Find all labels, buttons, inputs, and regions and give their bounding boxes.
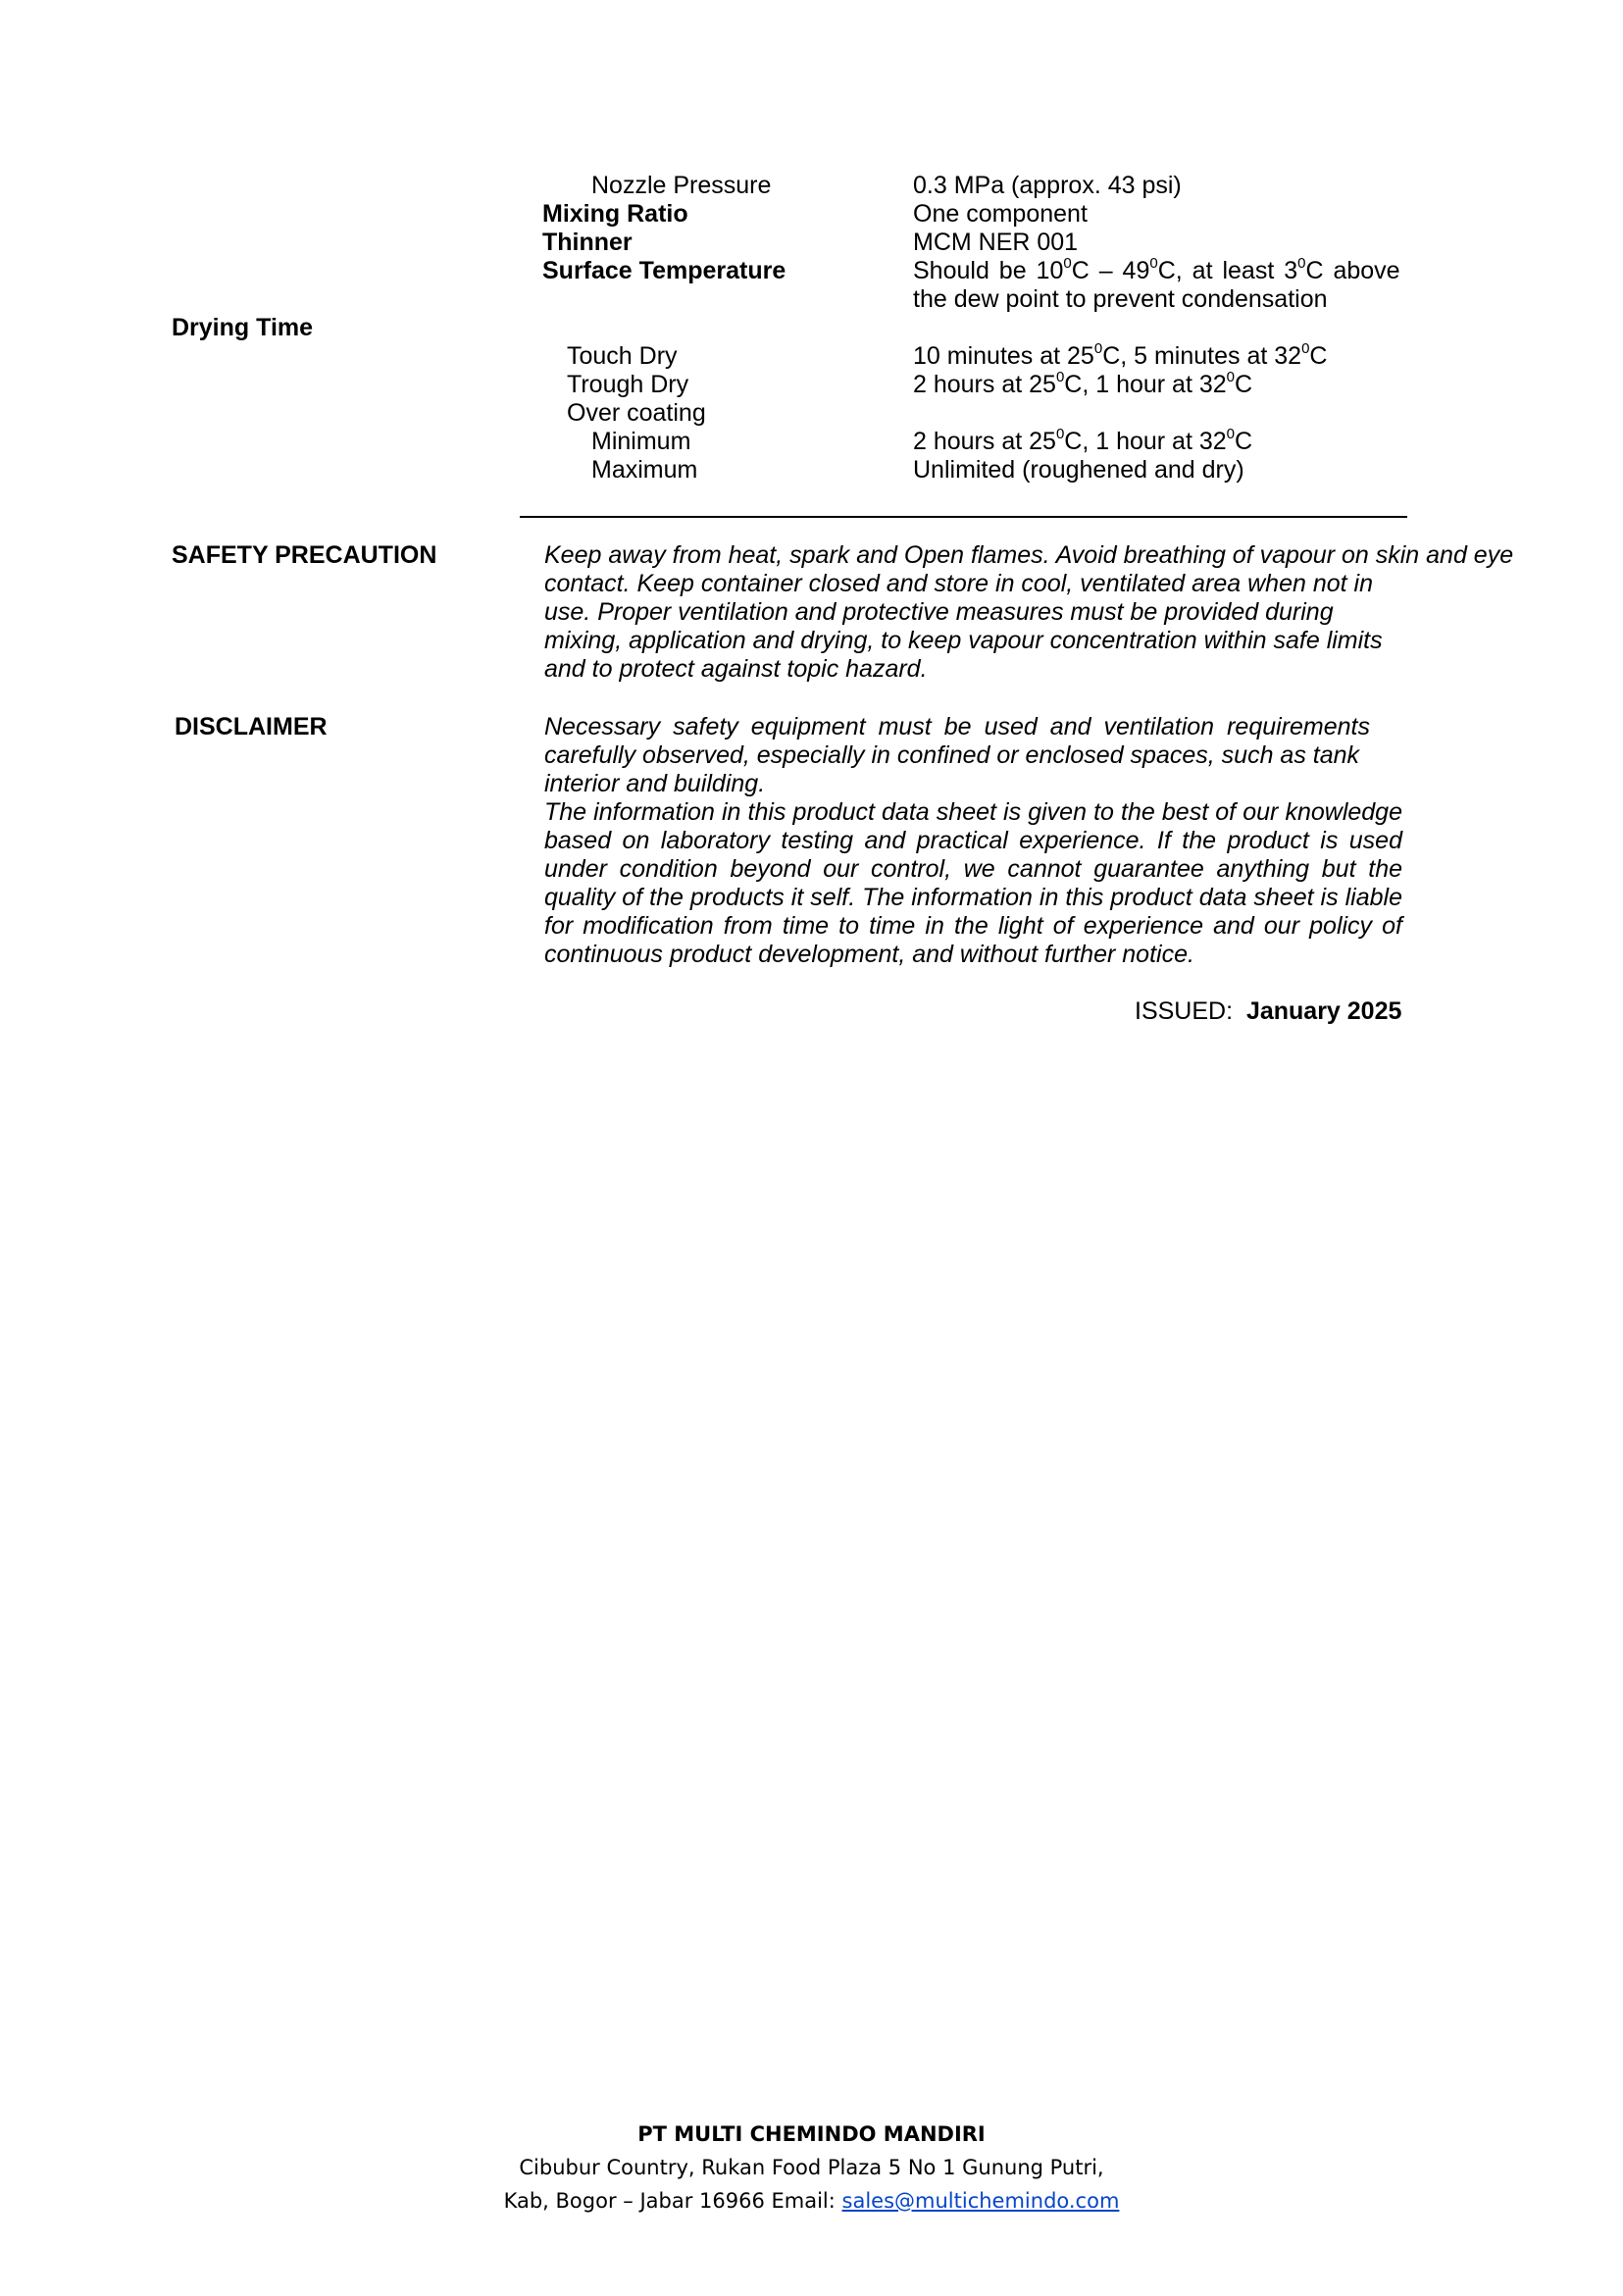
issued-date: January 2025: [1245, 997, 1402, 1025]
over-coating-minimum-label: Minimum: [591, 428, 691, 455]
disclaimer-line: continuous product development, and without further notice.: [544, 941, 1194, 968]
disclaimer-line: based on laboratory testing and practical experience. If the product is used: [544, 827, 1402, 854]
disclaimer-line: for modification from time to time in the light of experience and our policy of: [544, 912, 1402, 940]
issued-line: [1135, 997, 1401, 1026]
safety-precaution-text: [544, 541, 1514, 684]
safety-precaution-heading: SAFETY PRECAUTION: [172, 541, 437, 569]
safety-line: use. Proper ventilation and protective measures must be provided during: [544, 598, 1334, 626]
mixing-ratio-value: One component: [913, 200, 1088, 228]
nozzle-pressure-value: 0.3 MPa (approx. 43 psi): [913, 172, 1182, 199]
disclaimer-line: The information in this product data sheet is given to the best of our knowledge: [544, 798, 1402, 826]
over-coating-minimum-value: 2 hours at $25^0C$, 1 hour at $32^0C$: [913, 425, 1253, 455]
over-coating-maximum-value: Unlimited (roughened and dry): [913, 456, 1244, 484]
safety-line: and to protect against topic hazard.: [544, 655, 928, 683]
safety-line: contact. Keep container closed and store in cool, ventilated area when not in: [544, 570, 1373, 597]
drying-time-heading: Drying Time: [172, 314, 314, 341]
trough-dry-value: 2 hours at $25^0C$, 1 hour at $32^0C$: [913, 368, 1253, 398]
mixing-ratio-label: Mixing Ratio: [542, 200, 688, 228]
touch-dry-label: Touch Dry: [567, 342, 678, 370]
footer-address-line2: Kab, Bogor – Jabar 16966 Email: sales@multichemindo.com: [503, 2189, 1120, 2213]
over-coating-maximum-label: Maximum: [591, 456, 698, 484]
over-coating-label: Over coating: [567, 399, 706, 427]
surface-temperature-value: Should be $10^0C - 49^0C$, at least $3^0C$ above: [913, 254, 1400, 284]
nozzle-pressure-label: Nozzle Pressure: [591, 172, 772, 199]
disclaimer-line: Necessary safety equipment must be used and ventilation requirements: [544, 713, 1370, 740]
safety-line: Keep away from heat, spark and Open flames. Avoid breathing of vapour on skin and eye: [544, 541, 1514, 569]
thinner-label: Thinner: [542, 229, 633, 256]
issued-label: ISSUED:: [1135, 997, 1234, 1025]
disclaimer-line: interior and building.: [544, 770, 766, 797]
touch-dry-value: 10 minutes at $25^0C$, 5 minutes at $32^0C$: [913, 339, 1328, 370]
safety-line: mixing, application and drying, to keep vapour concentration within safe limits: [544, 627, 1383, 654]
surface-temperature-value-line2: the dew point to prevent condensation: [913, 285, 1328, 313]
thinner-value: MCM NER 001: [913, 229, 1079, 256]
footer-company: PT MULTI CHEMINDO MANDIRI: [637, 2122, 986, 2146]
trough-dry-label: Trough Dry: [567, 371, 689, 398]
surface-temperature-label: Surface Temperature: [542, 257, 786, 284]
disclaimer-text: [544, 713, 1402, 969]
footer-email-link[interactable]: sales@multichemindo.com: [841, 2189, 1120, 2213]
disclaimer-line: quality of the products it self. The information in this product data sheet is liable: [544, 884, 1402, 911]
section-divider: [520, 516, 1407, 518]
disclaimer-line: carefully observed, especially in confined or enclosed spaces, such as tank: [544, 741, 1360, 769]
disclaimer-line: under condition beyond our control, we cannot guarantee anything but the: [544, 855, 1402, 883]
disclaimer-heading: DISCLAIMER: [175, 713, 328, 740]
footer-address-line1: Cibubur Country, Rukan Food Plaza 5 No 1 Gunung Putri,: [519, 2156, 1104, 2179]
